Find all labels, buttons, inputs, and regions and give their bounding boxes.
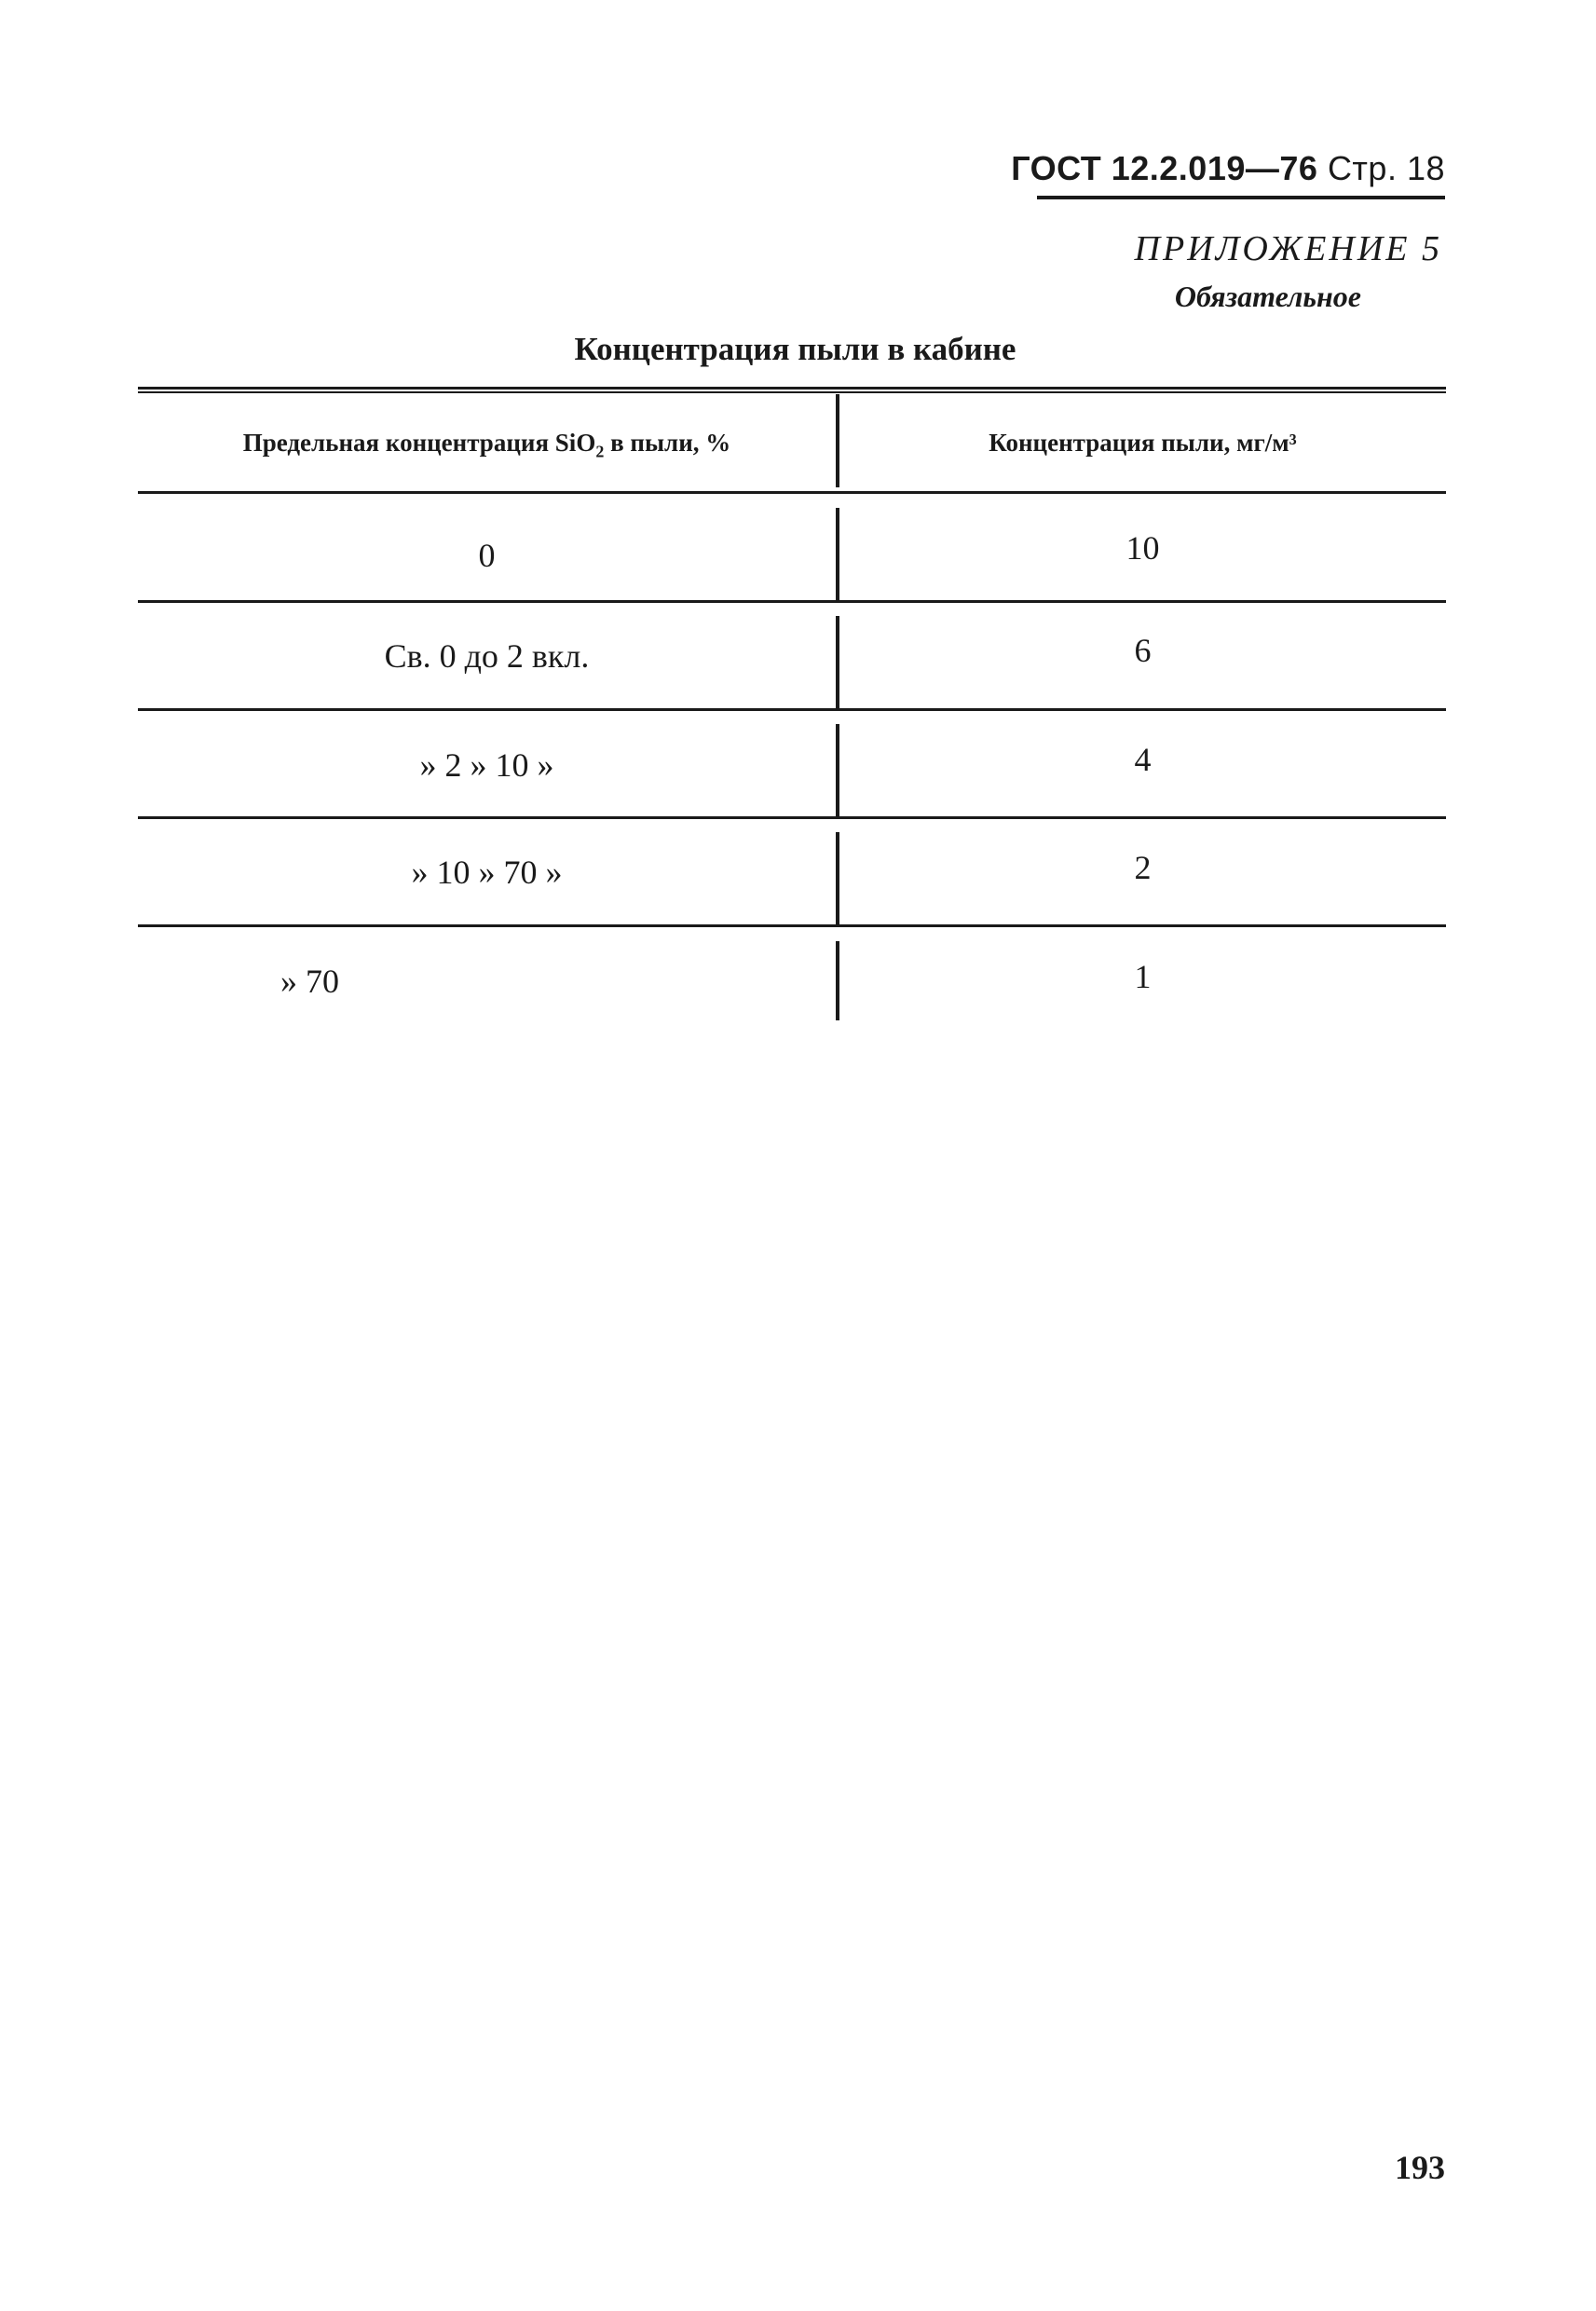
row-rule	[138, 816, 1446, 819]
row-rule	[138, 708, 1446, 711]
page-reference: Стр. 18	[1327, 149, 1445, 187]
cell-sio2: » 10 » 70 »	[411, 854, 563, 891]
table-top-rule-2	[138, 391, 1446, 393]
cell-dust: 6	[1134, 632, 1152, 669]
standard-number: ГОСТ 12.2.019—76	[1011, 149, 1318, 187]
cell-dust: 10	[1125, 529, 1160, 567]
cell-sio2: Св. 0 до 2 вкл.	[384, 637, 590, 675]
cell-sio2: » 70	[280, 963, 339, 1000]
table-top-rule	[138, 387, 1446, 390]
cell-dust: 1	[1134, 958, 1152, 995]
appendix-title: ПРИЛОЖЕНИЕ 5	[1134, 229, 1442, 268]
row-rule	[138, 600, 1446, 603]
cell-dust: 2	[1134, 849, 1152, 886]
appendix-note: Обязательное	[1174, 280, 1361, 313]
header-bottom-rule	[138, 491, 1446, 494]
header-rule	[1037, 196, 1445, 199]
column-header-sio2: Предельная концентрация SiO$_2$ в пыли, %	[242, 429, 731, 461]
row-rule	[138, 924, 1446, 927]
table-title: Концентрация пыли в кабине	[574, 331, 1016, 367]
column-header-dust: Концентрация пыли, мг/м³	[989, 429, 1297, 457]
cell-sio2: 0	[478, 537, 496, 574]
cell-sio2: » 2 » 10 »	[419, 746, 554, 784]
document-header	[1011, 149, 1445, 188]
cell-dust: 4	[1134, 741, 1152, 778]
page-number: 193	[1395, 2149, 1445, 2186]
